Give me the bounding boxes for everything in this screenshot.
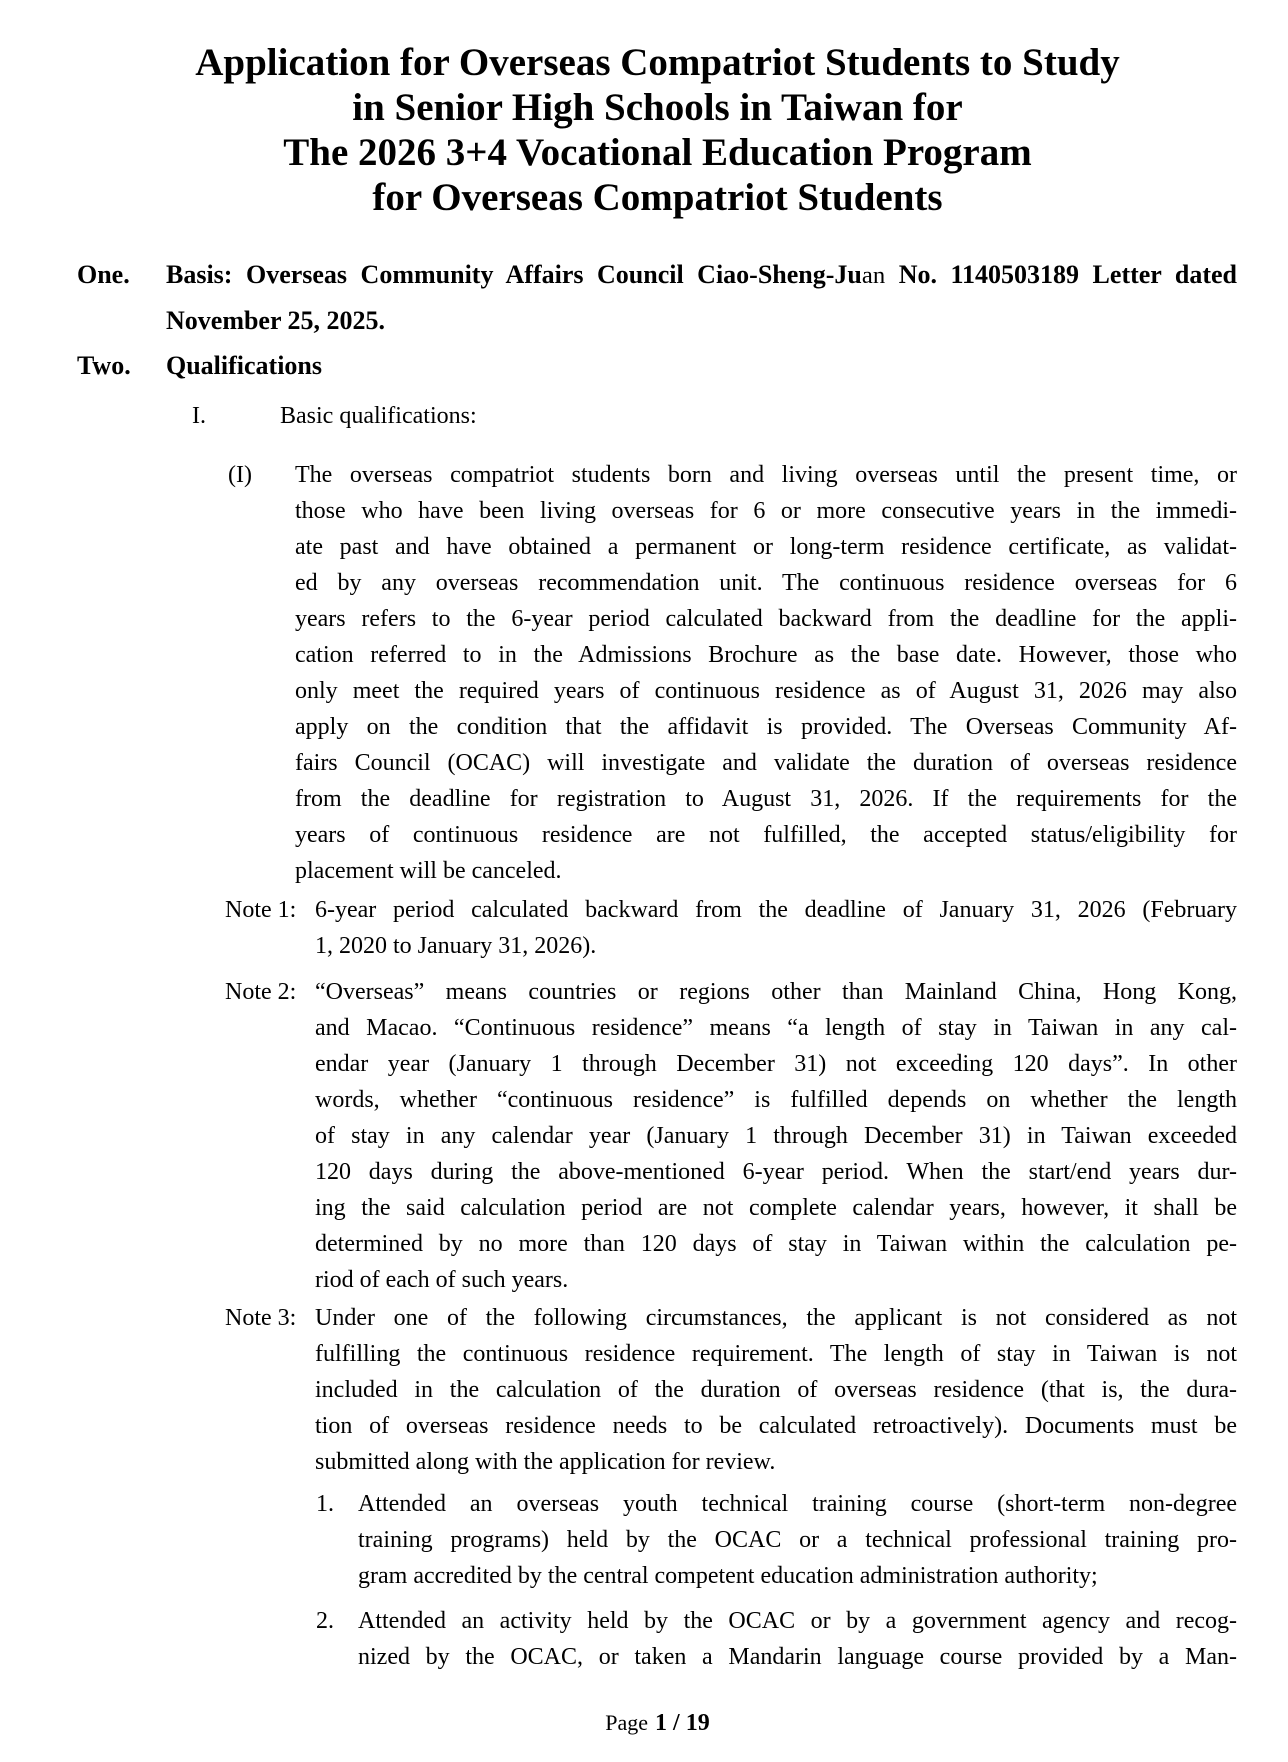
clause-I-paragraph	[0, 457, 1237, 889]
text-line: 6-year period calculated backward from the deadline of January 31, 2026 (February	[315, 897, 1237, 923]
note-3-label: Note 3:	[225, 1305, 297, 1331]
text-line: placement will be canceled.	[295, 858, 562, 884]
text-line: Basic qualifications:	[280, 403, 477, 429]
text-line: those who have been living overseas for 6 or more consecutive years in the immedi-	[295, 498, 1237, 524]
list-item-2-label: 2.	[316, 1608, 334, 1634]
text-line: years of continuous residence are not fulfilled, the accepted status/eligibility for	[295, 822, 1237, 848]
note-2-text	[315, 974, 1237, 1298]
document-body	[0, 252, 1288, 1675]
text-line: years refers to the 6-year period calculated backward from the deadline for the appli-	[295, 606, 1237, 632]
text-line: 1, 2020 to January 31, 2026).	[315, 933, 597, 959]
title-line: Application for Overseas Compatriot Students to Study	[195, 41, 1120, 84]
text-line: words, whether “continuous residence” is fulfilled depends on whether the length	[315, 1087, 1237, 1113]
title-line: The 2026 3+4 Vocational Education Program	[283, 131, 1032, 174]
text-line: of stay in any calendar year (January 1 through December 31) in Taiwan exceeded	[315, 1123, 1237, 1149]
text-line: fairs Council (OCAC) will investigate and validate the duration of overseas residence	[295, 750, 1237, 776]
item-basic-qualifications-label: I.	[192, 403, 206, 429]
text-segment: No. 1140503189 Letter dated	[885, 260, 1237, 289]
section-one-basis	[0, 252, 1237, 343]
alt-font-segment: an	[861, 262, 886, 289]
text-line: determined by no more than 120 days of stay in Taiwan within the calculation pe-	[315, 1231, 1237, 1257]
text-line: ed by any overseas recommendation unit. The continuous residence overseas for 6	[295, 570, 1237, 596]
text-line	[166, 252, 1237, 298]
note-3-text	[315, 1300, 1237, 1480]
text-line: apply on the condition that the affidavit is provided. The Overseas Community Af-	[295, 714, 1237, 740]
footer-page-number: 1 / 19	[655, 1710, 710, 1736]
text-line: from the deadline for registration to August 31, 2026. If the requirements for the	[295, 786, 1237, 812]
text-line: riod of each of such years.	[315, 1267, 569, 1293]
text-line: cation referred to in the Admissions Brochure as the base date. However, those who	[295, 642, 1237, 668]
list-item-2	[0, 1603, 1237, 1675]
section-two-qualifications-text	[166, 343, 1237, 388]
note-2-label: Note 2:	[225, 979, 297, 1005]
list-item-1-label: 1.	[316, 1491, 334, 1517]
text-line: endar year (January 1 through December 31) not exceeding 120 days”. In other	[315, 1051, 1237, 1077]
text-line: ing the said calculation period are not complete calendar years, however, it shall be	[315, 1195, 1237, 1221]
clause-I-paragraph-text	[295, 457, 1237, 889]
list-item-2-text	[358, 1603, 1237, 1675]
title-line: for Overseas Compatriot Students	[372, 176, 943, 219]
note-2	[0, 974, 1237, 1298]
footer-page-label: Page	[605, 1710, 649, 1735]
text-line: 120 days during the above-mentioned 6-year period. When the start/end years dur-	[315, 1159, 1237, 1185]
text-line: nized by the OCAC, or taken a Mandarin language course provided by a Man-	[358, 1644, 1237, 1670]
section-one-basis-label: One.	[77, 260, 130, 289]
text-line: training programs) held by the OCAC or a technical professional training pro-	[358, 1527, 1237, 1553]
text-line: Under one of the following circumstances, the applicant is not considered as not	[315, 1305, 1237, 1331]
text-segment: Basis: Overseas Community Affairs Council Ciao-Sheng-Ju	[166, 260, 862, 289]
section-two-qualifications-label: Two.	[77, 351, 131, 380]
text-line: Qualifications	[166, 351, 323, 380]
note-3	[0, 1300, 1237, 1480]
text-line: “Overseas” means countries or regions other than Mainland China, Hong Kong,	[315, 979, 1237, 1005]
section-two-qualifications	[0, 343, 1237, 388]
note-1	[0, 892, 1237, 964]
text-line: The overseas compatriot students born and living overseas until the present time, or	[295, 462, 1237, 488]
text-line: included in the calculation of the duration of overseas residence (that is, the dura-	[315, 1377, 1237, 1403]
text-line: fulfilling the continuous residence requirement. The length of stay in Taiwan is not	[315, 1341, 1237, 1367]
note-1-text	[315, 892, 1237, 964]
text-line: gram accredited by the central competent education administration authority;	[358, 1563, 1098, 1589]
list-item-1	[0, 1486, 1237, 1594]
text-line: Attended an activity held by the OCAC or by a government agency and recog-	[358, 1608, 1237, 1634]
section-one-basis-text	[166, 252, 1237, 343]
text-line: ate past and have obtained a permanent or long-term residence certificate, as validat-	[295, 534, 1237, 560]
page-footer	[78, 1705, 1237, 1744]
text-line: and Macao. “Continuous residence” means “a length of stay in Taiwan in any cal-	[315, 1015, 1237, 1041]
clause-I-paragraph-label: (I)	[228, 462, 252, 488]
document-title	[78, 40, 1237, 220]
item-basic-qualifications-text	[280, 396, 1237, 436]
text-line: only meet the required years of continuous residence as of August 31, 2026 may also	[295, 678, 1237, 704]
title-line: in Senior High Schools in Taiwan for	[352, 86, 963, 129]
item-basic-qualifications	[0, 396, 1237, 436]
list-item-1-text	[358, 1486, 1237, 1594]
text-line: Attended an overseas youth technical training course (short-term non-degree	[358, 1491, 1237, 1517]
text-line: November 25, 2025.	[166, 306, 386, 335]
text-line: submitted along with the application for review.	[315, 1449, 776, 1475]
note-1-label: Note 1:	[225, 897, 297, 923]
text-line: tion of overseas residence needs to be calculated retroactively). Documents must be	[315, 1413, 1237, 1439]
